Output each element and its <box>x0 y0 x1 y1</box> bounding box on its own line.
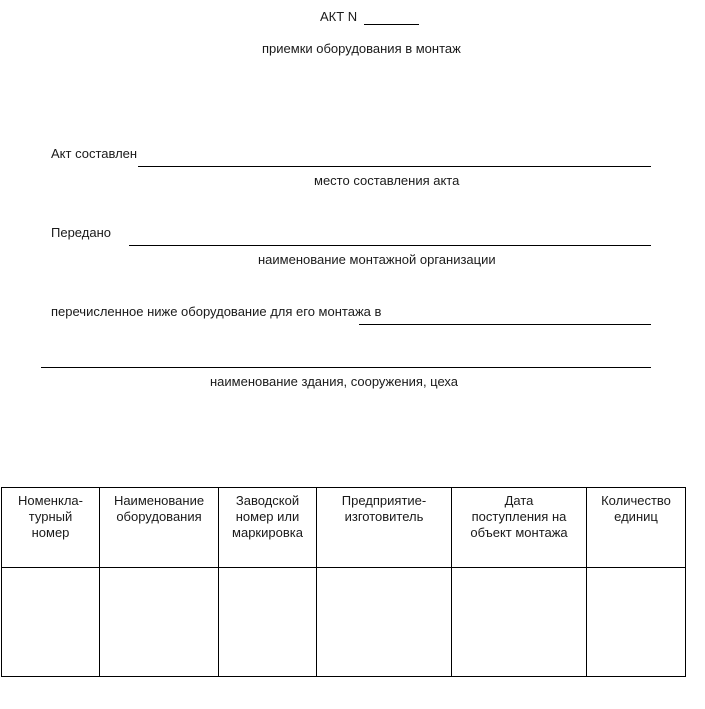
compiled-place-caption: место составления акта <box>314 173 460 188</box>
col-header-nomenclature-number: Номенкла- турный номер <box>2 488 100 568</box>
cell-manufacturer[interactable] <box>317 568 452 677</box>
col-header-manufacturer: Предприятие- изготовитель <box>317 488 452 568</box>
building-line[interactable] <box>41 367 651 368</box>
act-number-line[interactable] <box>364 24 419 25</box>
col-header-serial-number: Заводской номер или маркировка <box>219 488 317 568</box>
act-subtitle: приемки оборудования в монтаж <box>262 41 461 56</box>
transferred-org-caption: наименование монтажной организации <box>258 252 496 267</box>
equipment-label: перечисленное ниже оборудование для его монтажа в <box>51 304 382 319</box>
table-row <box>2 568 686 677</box>
table-header-row <box>2 488 686 568</box>
col-header-arrival-date: Дата поступления на объект монтажа <box>452 488 587 568</box>
act-title-text: АКТ N <box>320 9 358 24</box>
act-title <box>320 9 357 24</box>
cell-arrival-date[interactable] <box>452 568 587 677</box>
equipment-table <box>1 487 686 677</box>
cell-equipment-name[interactable] <box>100 568 219 677</box>
compiled-label: Акт составлен <box>51 146 138 161</box>
cell-serial-number[interactable] <box>219 568 317 677</box>
col-header-quantity: Количество единиц <box>587 488 686 568</box>
building-caption: наименование здания, сооружения, цеха <box>210 374 459 389</box>
equipment-destination-line[interactable] <box>359 324 651 325</box>
transferred-org-line[interactable] <box>129 245 651 246</box>
cell-quantity[interactable] <box>587 568 686 677</box>
transferred-label: Передано <box>51 225 111 240</box>
compiled-place-line[interactable] <box>138 166 651 167</box>
col-header-equipment-name: Наименование оборудования <box>100 488 219 568</box>
cell-nomenclature-number[interactable] <box>2 568 100 677</box>
